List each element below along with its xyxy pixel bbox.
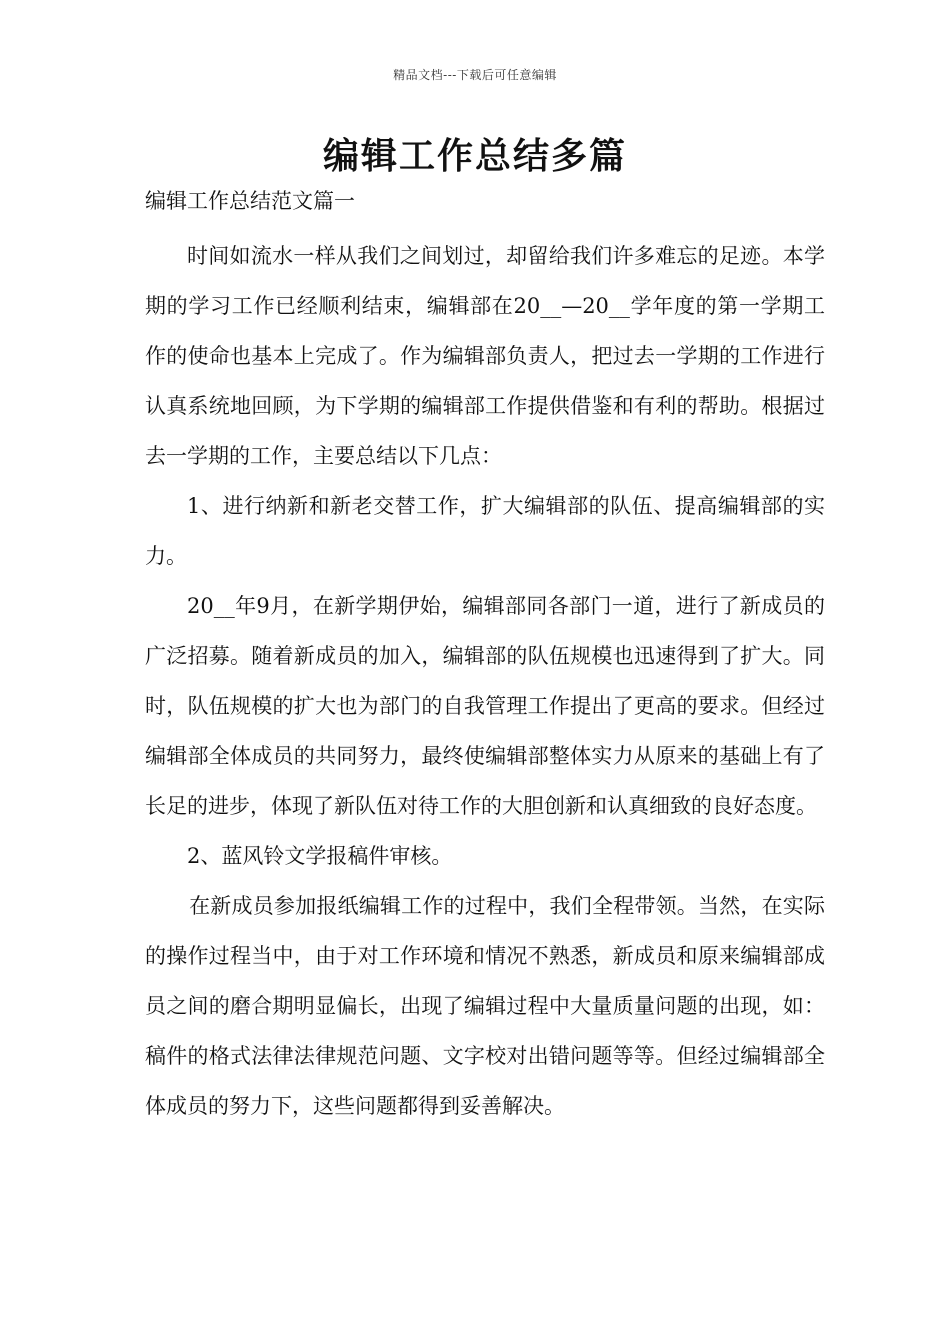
paragraph-item-1-heading: 1、进行纳新和新老交替工作，扩大编辑部的队伍、提高编辑部的实力。 <box>145 494 825 568</box>
paragraph-item-2-heading: 2、蓝风铃文学报稿件审核。 <box>187 844 453 868</box>
document-body <box>145 231 825 1131</box>
paragraph-intro: 时间如流水一样从我们之间划过，却留给我们许多难忘的足迹。本学期的学习工作已经顺利结束，编辑部在20__—20__学年度的第一学期工作的使命也基本上完成了。作为编辑部负责人，把过去一学期的工作进行认真系统地回顾，为下学期的编辑部工作提供借鉴和有利的帮助。根据过去一学期的工作，主要总结以下几点： <box>145 244 825 468</box>
header-note: 精品文档---下载后可任意编辑 <box>393 68 557 82</box>
paragraph-review: 在新成员参加报纸编辑工作的过程中，我们全程带领。当然，在实际的操作过程当中，由于对工作环境和情况不熟悉，新成员和原来编辑部成员之间的磨合期明显偏长，出现了编辑过程中大量质量问题的出现，如：稿件的格式法律法律规范问题、文字校对出错问题等等。但经过编辑部全体成员的努力下，这些问题都得到妥善解决。 <box>145 894 825 1118</box>
section-heading: 编辑工作总结范文篇一 <box>145 189 355 213</box>
document-title: 编辑工作总结多篇 <box>322 135 627 177</box>
paragraph-recruitment: 20__年9月，在新学期伊始，编辑部同各部门一道，进行了新成员的广泛招募。随着新成员的加入，编辑部的队伍规模也迅速得到了扩大。同时，队伍规模的扩大也为部门的自我管理工作提出了更高的要求。但经过编辑部全体成员的共同努力，最终使编辑部整体实力从原来的基础上有了长足的进步，体现了新队伍对待工作的大胆创新和认真细致的良好态度。 <box>145 594 825 818</box>
